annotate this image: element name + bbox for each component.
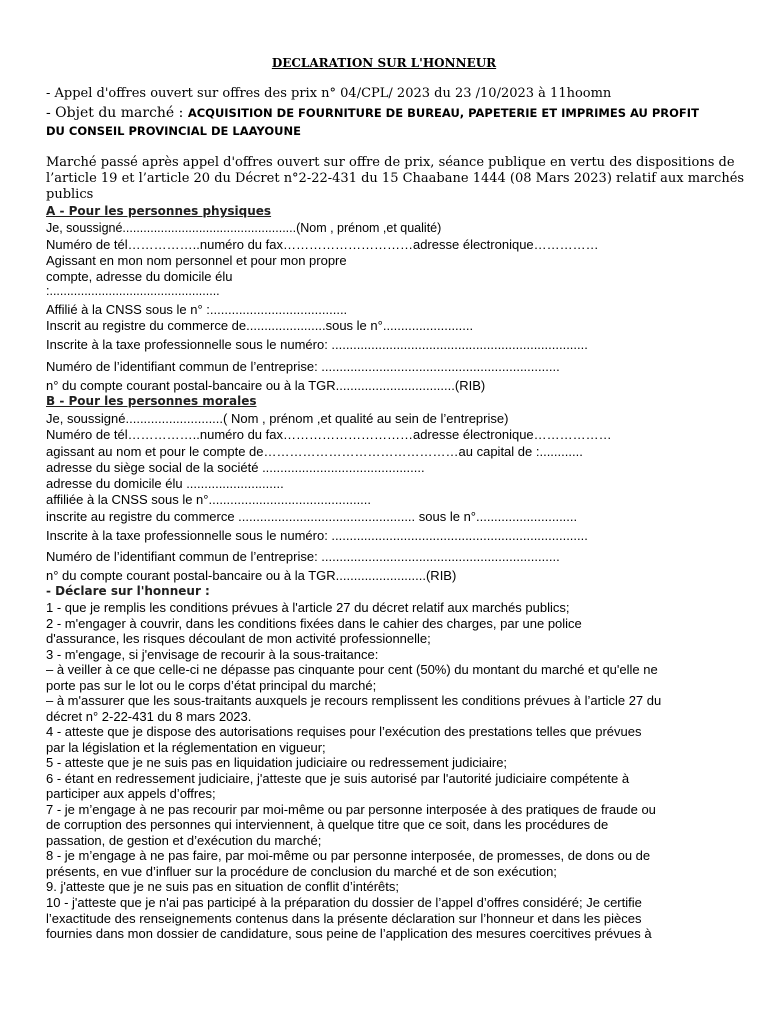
intro-line-3: publics (46, 187, 94, 202)
declare-line: – à m'assurer que les sous-traitants auxquels je recours remplissent les conditions prévues à l’article 27 du (46, 693, 662, 708)
declare-line: par la législation et la réglementation en vigueur; (46, 740, 326, 755)
section-b-line: Numéro de tél……………..numéro du fax…………………………adresse électronique……………… (46, 427, 612, 442)
section-a-line: Je, soussigné..................................................(Nom , prénom ,et qualité) (46, 221, 442, 235)
declare-line: fournies dans mon dossier de candidature, sous peine de l’application des mesures coercitives prévues à (46, 926, 652, 941)
declare-line: 6 - étant en redressement judiciaire, j'atteste que je suis autorisé par l'autorité judiciaire compétente à (46, 771, 630, 786)
declare-line: 8 - je m’engage à ne pas faire, par moi-même ou par personne interposée, de promesses, de dons ou de (46, 848, 651, 863)
declare-heading: - Déclare sur l'honneur : (46, 584, 210, 598)
section-b-line: Numéro de l’identifiant commun de l’entreprise: .................................................................. (46, 549, 560, 564)
objet-text-2: DU CONSEIL PROVINCIAL DE LAAYOUNE (46, 124, 301, 138)
section-b-line: n° du compte courant postal-bancaire ou à la TGR.........................(RIB) (46, 568, 457, 583)
declare-line: – à veiller à ce que celle-ci ne dépasse pas cinquante pour cent (50%) du montant du marché et qu'elle ne (46, 662, 658, 677)
declare-line: 7 - je m’engage à ne pas recourir par moi-même ou par personne interposée à des pratiques de fraude ou (46, 802, 656, 817)
appel-offres-line: - Appel d'offres ouvert sur offres des prix n° 04/CPL/ 2023 du 23 /10/2023 à 11hoomn (46, 86, 612, 101)
declare-line: passation, de gestion et d’exécution du marché; (46, 833, 322, 848)
declare-line: participer aux appels d’offres; (46, 786, 216, 801)
section-b-line: agissant au nom et pour le compte de………………………………………au capital de :............ (46, 444, 583, 459)
declare-line: d'assurance, les risques découlant de mon activité professionnelle; (46, 631, 431, 646)
section-b-line: inscrite au registre du commerce ................................................. sous le n°............................ (46, 509, 578, 524)
section-a-line: Agissant en mon nom personnel et pour mon propre (46, 253, 347, 268)
declare-line: décret n° 2-22-431 du 8 mars 2023. (46, 709, 252, 724)
section-b-line: affiliée à la CNSS sous le n°............................................. (46, 492, 372, 507)
declare-line: 9. j'atteste que je ne suis pas en situation de conflit d’intérêts; (46, 879, 399, 894)
intro-line-2: l’article 19 et l’article 20 du Décret n°2-22-431 du 15 Chaabane 1444 (08 Mars 2023) relatif aux marchés (46, 171, 745, 186)
declare-line: l’exactitude des renseignements contenus dans la présente déclaration sur l’honneur et dans les pièces (46, 911, 642, 926)
objet-line (46, 104, 699, 122)
declare-line: 1 - que je remplis les conditions prévues à l'article 27 du décret relatif aux marchés publics; (46, 600, 570, 615)
section-a-line: Affilié à la CNSS sous le n° :...................................... (46, 302, 348, 317)
section-b-line: Je, soussigné...........................( Nom , prénom ,et qualité au sein de l’entreprise) (46, 411, 509, 426)
section-a-line: Inscrit au registre du commerce de......................sous le n°......................... (46, 318, 474, 333)
document-title: DECLARATION SUR L'HONNEUR (271, 56, 497, 70)
declare-line: 3 - m'engage, si j'envisage de recourir à la sous-traitance: (46, 647, 379, 662)
section-b-heading: B - Pour les personnes morales (46, 394, 257, 408)
objet-text-1: ACQUISITION DE FOURNITURE DE BUREAU, PAPETERIE ET IMPRIMES AU PROFIT (187, 106, 699, 120)
objet-prefix: - Objet du marché : (46, 105, 188, 121)
section-b-line: Inscrite à la taxe professionnelle sous le numéro: ....................................................................... (46, 528, 588, 543)
declare-line: 10 - j'atteste que je n'ai pas participé à la préparation du dossier de l’appel d’offres considéré; Je certifie (46, 895, 642, 910)
section-b-line: adresse du siège social de la société ............................................. (46, 460, 425, 475)
section-a-line: compte, adresse du domicile élu (46, 269, 233, 284)
section-a-line: :................................................. (46, 284, 220, 298)
section-a-line: Numéro de tél……………..numéro du fax…………………………adresse électronique…………… (46, 237, 599, 252)
intro-line-1: Marché passé après appel d'offres ouvert sur offre de prix, séance publique en vertu des dispositions de (46, 155, 735, 170)
section-a-heading: A - Pour les personnes physiques (46, 204, 272, 218)
declare-line: 4 - atteste que je dispose des autorisations requises pour l’exécution des prestations telles que prévues (46, 724, 642, 739)
section-a-line: Numéro de l’identifiant commun de l’entreprise: .................................................................. (46, 359, 560, 374)
declare-line: porte pas sur le lot ou le corps d’état principal du marché; (46, 678, 377, 693)
section-b-line: adresse du domicile élu ........................... (46, 476, 284, 491)
section-a-line: Inscrite à la taxe professionnelle sous le numéro: ....................................................................... (46, 337, 588, 352)
declare-line: présents, en vue d’influer sur la procédure de conclusion du marché et de son exécution; (46, 864, 557, 879)
declare-line: 2 - m'engager à couvrir, dans les conditions fixées dans le cahier des charges, par une police (46, 616, 582, 631)
declare-line: de corruption des personnes qui interviennent, à quelque titre que ce soit, dans les procédures de (46, 817, 609, 832)
declare-line: 5 - atteste que je ne suis pas en liquidation judiciaire ou redressement judiciaire; (46, 755, 508, 770)
section-a-line: n° du compte courant postal-bancaire ou à la TGR.................................(RIB) (46, 378, 486, 393)
